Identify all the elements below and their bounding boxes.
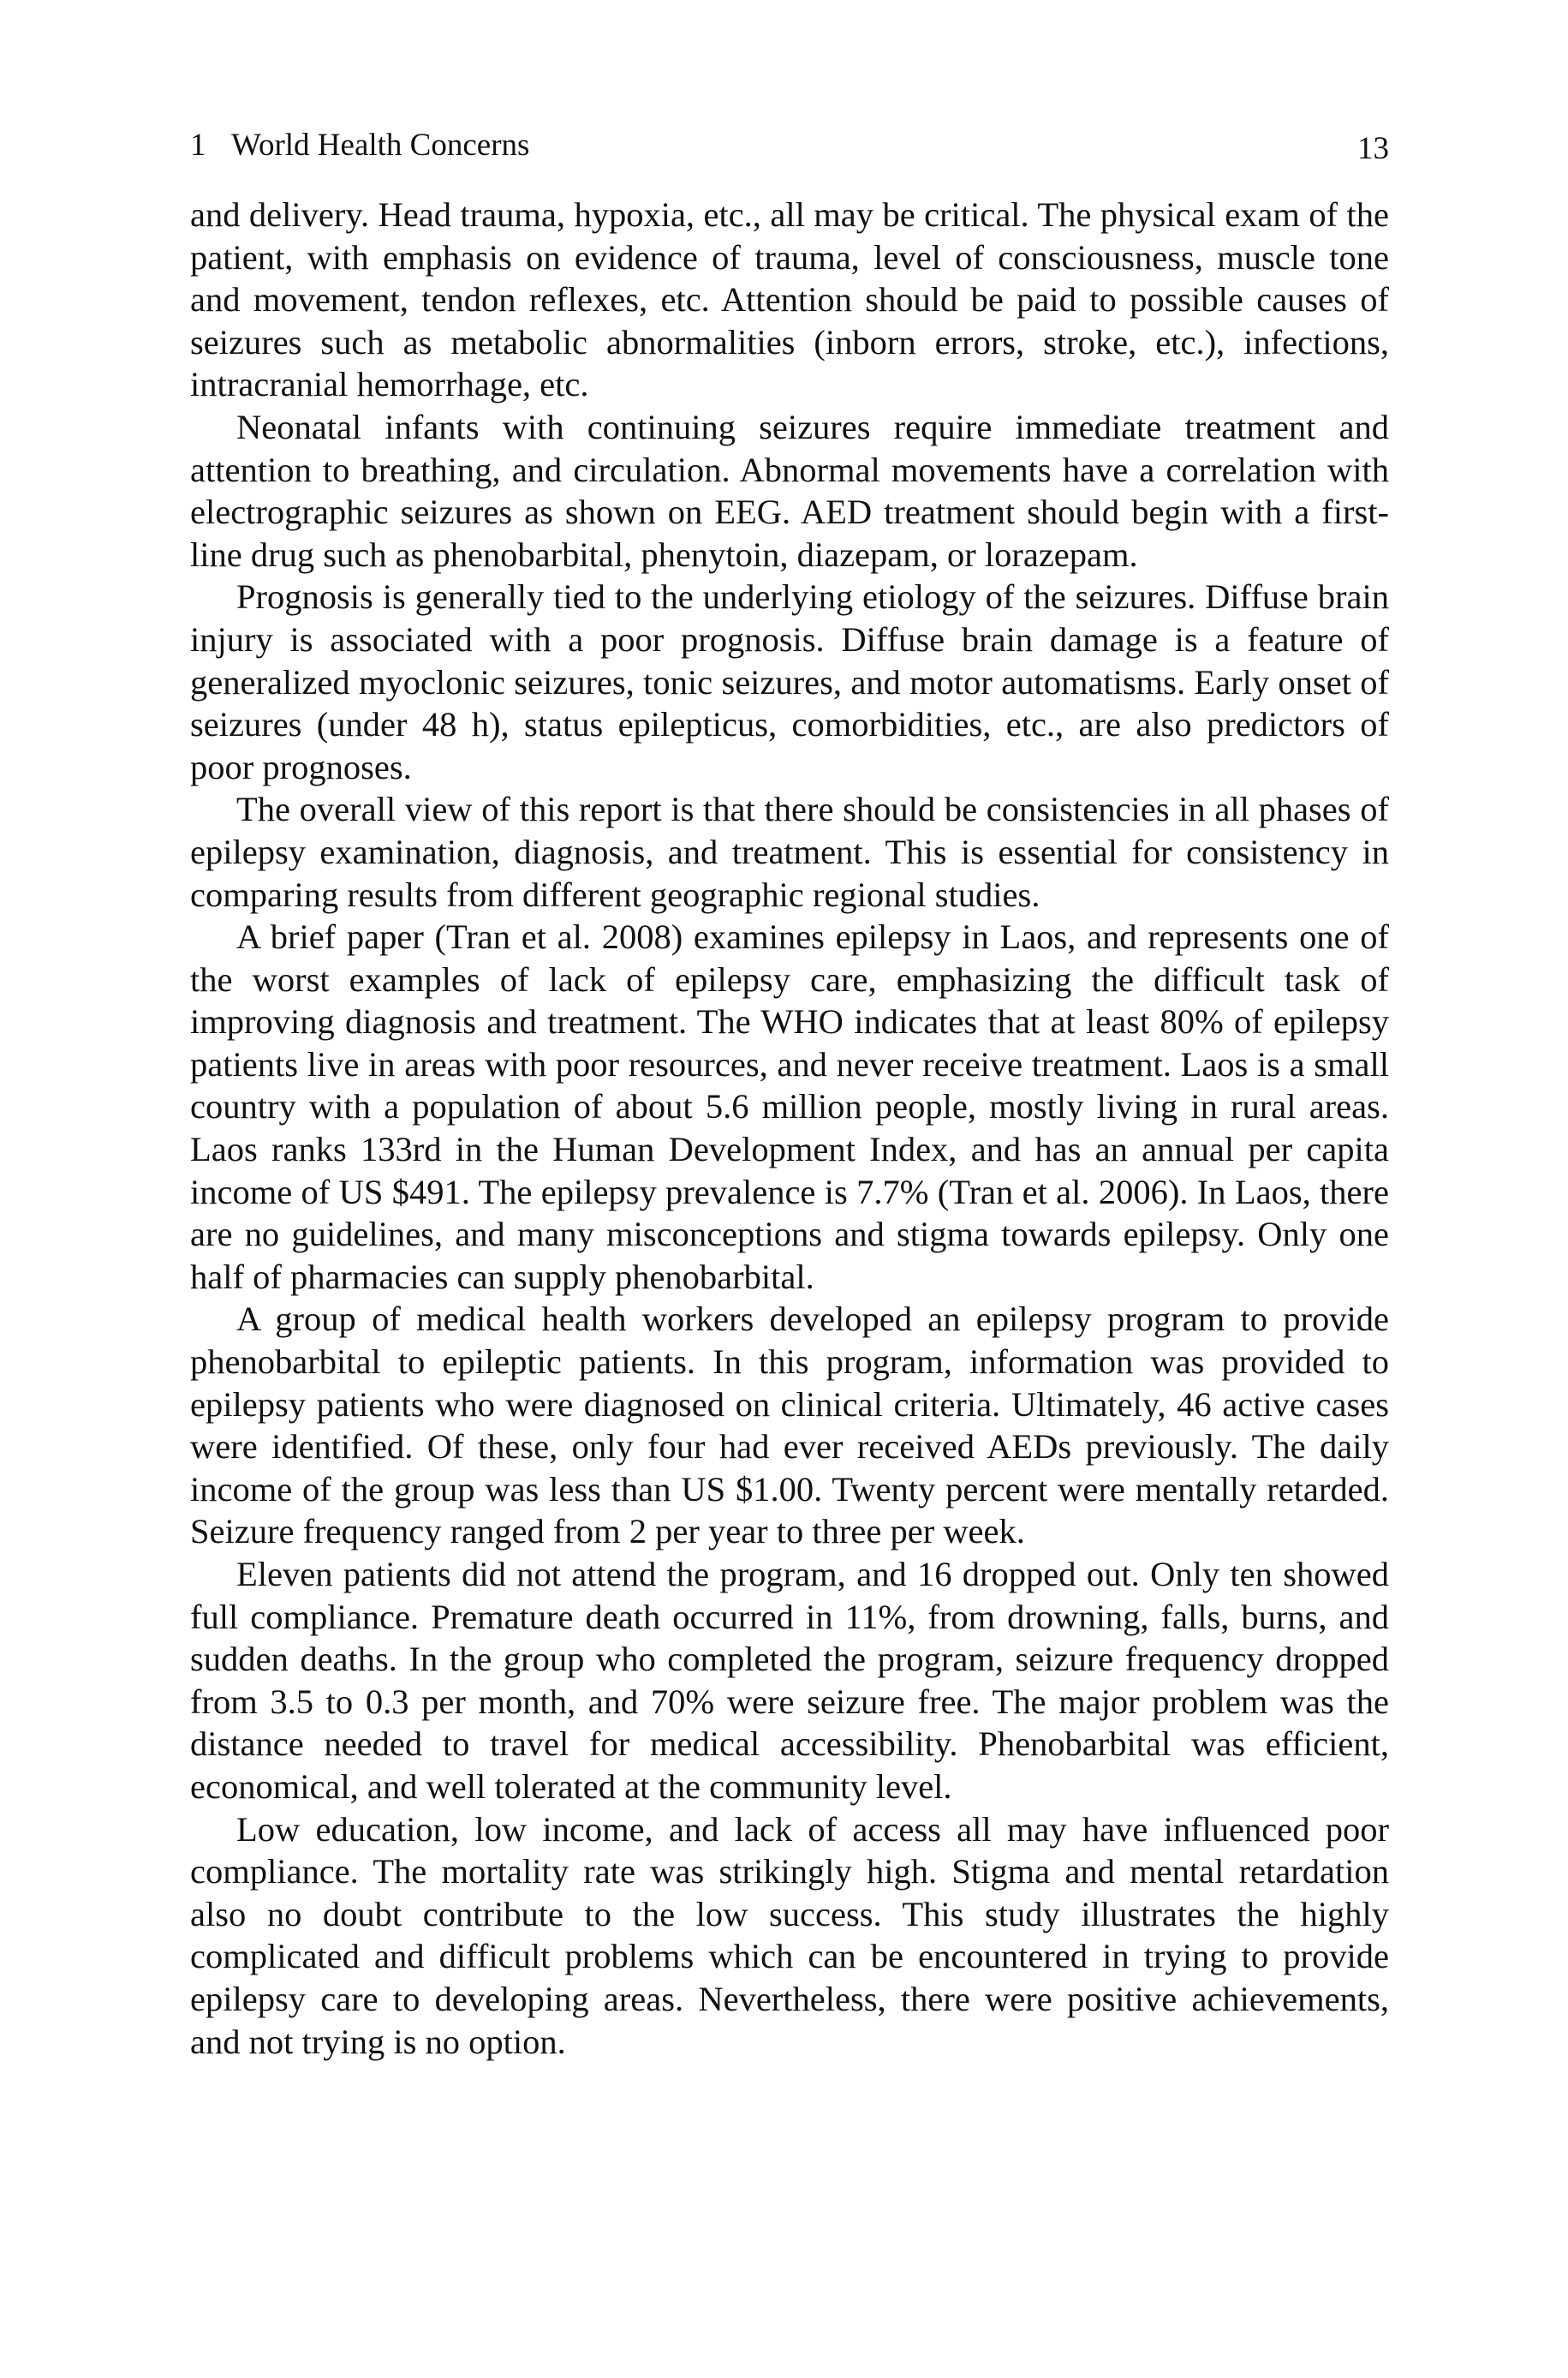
page-number: 13 [1357,131,1389,166]
paragraph: A group of medical health workers developed an epilepsy program to provide phenobarbital to epileptic patients. In this program, information was provided to epilepsy patients who were diagnosed on clinical criteria. Ultimately, 46 active cases were identified. Of these, only four had ever received AEDs previously. The daily income of the group was less than US $1.00. Twenty percent were mentally retarded. Seizure frequency ranged from 2 per year to three per week. [190,1300,1389,1551]
paragraph: A brief paper (Tran et al. 2008) examines epilepsy in Laos, and represents one of the worst examples of lack of epilepsy care, emphasizing the difficult task of improving diagnosis and treatment. The WHO indicates that at least 80% of epilepsy patients live in areas with poor resources, and never receive treatment. Laos is a small country with a population of about 5.6 million people, mostly living in rural areas. Laos ranks 133rd in the Human Development Index, and has an annual per capita income of US $491. The epilepsy prevalence is 7.7% (Tran et al. 2006). In Laos, there are no guidelines, and many misconceptions and stigma towards epilepsy. Only one half of pharmacies can supply phenobarbital. [190,917,1389,1296]
chapter-number: 1 [190,128,206,163]
body-text [190,194,1389,2063]
paragraph: Low education, low income, and lack of access all may have influenced poor compliance. The mortality rate was strikingly high. Stigma and mental retardation also no doubt contribute to the low success. This study illustrates the highly complicated and difficult problems which can be encountered in trying to provide epilepsy care to developing areas. Nevertheless, there were positive achievements, and not trying is no option. [190,1809,1389,2061]
paragraph: and delivery. Head trauma, hypoxia, etc., all may be critical. The physical exam of the patient, with emphasis on evidence of trauma, level of consciousness, muscle tone and movement, tendon reflexes, etc. Attention should be paid to possible causes of seizures such as metabolic abnormalities (inborn errors, stroke, etc.), infections, intracranial hemorrhage, etc. [190,195,1389,404]
running-head [190,127,1389,164]
paragraph: Prognosis is generally tied to the underlying etiology of the seizures. Diffuse brain injury is associated with a poor prognosis. Diffuse brain damage is a feature of generalized myoclonic seizures, tonic seizures, and motor automatisms. Early onset of seizures (under 48 h), status epilepticus, comorbidities, etc., are also predictors of poor prognoses. [190,577,1389,786]
paragraph: Neonatal infants with continuing seizures require immediate treatment and attention to breathing, and circulation. Abnormal movements have a correlation with electrographic seizures as shown on EEG. AED treatment should begin with a first-line drug such as phenobarbital, phenytoin, diazepam, or lorazepam. [190,407,1389,574]
paragraph: The overall view of this report is that there should be consistencies in all phases of epilepsy examination, diagnosis, and treatment. This is essential for consistency in comparing results from different geographic regional studies. [190,790,1389,914]
paragraph: Eleven patients did not attend the program, and 16 dropped out. Only ten showed full compliance. Premature death occurred in 11%, from drowning, falls, burns, and sudden deaths. In the group who completed the program, seizure frequency dropped from 3.5 to 0.3 per month, and 70% were seizure free. The major problem was the distance needed to travel for medical accessibility. Phenobarbital was efficient, economical, and well tolerated at the community level. [190,1555,1389,1806]
chapter-title: World Health Concerns [231,128,530,163]
